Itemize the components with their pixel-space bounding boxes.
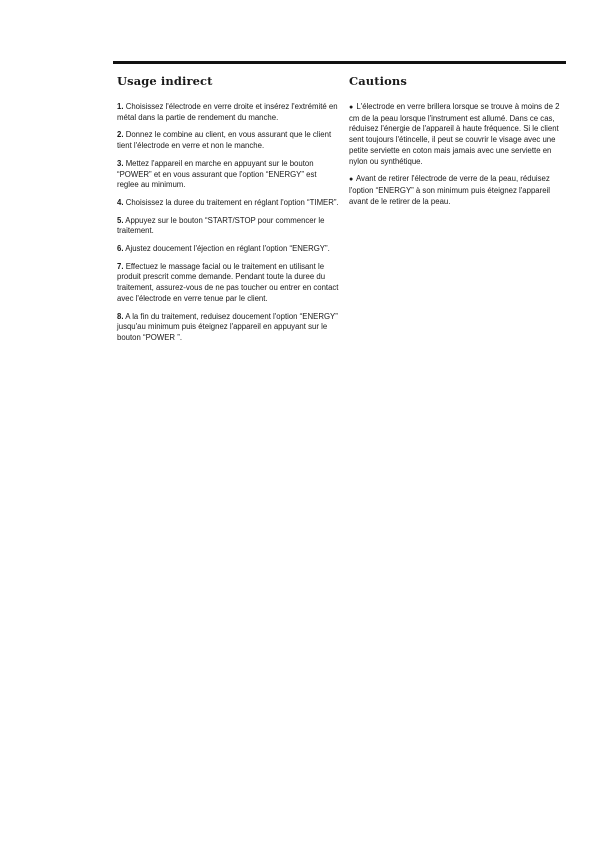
step-item	[117, 102, 339, 123]
step-text: Appuyez sur le bouton “START/STOP pour commencer le traitement.	[117, 215, 325, 236]
step-text: Choisissez la duree du traitement en réglant l'option “TIMER”.	[125, 197, 339, 207]
caution-text: Avant de retirer l'électrode de verre de la peau, réduisez l'option “ENERGY” à son minimum puis éteignez l'appareil avant de le retirer de la peau.	[349, 174, 551, 206]
step-item	[117, 159, 339, 191]
step-text: Effectuez le massage facial ou le traitement en utilisant le produit prescrit comme demande. Pendant toute la duree du traitement, assurez-vous de ne pas toucher ou entrer en contact avec l'électrode en verre tenue par le client.	[117, 261, 339, 303]
step-item	[117, 198, 339, 209]
caution-text: L'électrode en verre brillera lorsque se trouve à moins de 2 cm de la peau lorsque l'instrument est allumé. Dans ce cas, réduisez l'énergie de l'appareil à haute fréquence. Si le client sent toujours l'étincelle, il peut se couvrir le visage avec une petite serviette en coton mais jamais avec une serviette en nylon ou synthétique.	[349, 102, 560, 166]
step-item	[117, 244, 339, 255]
bullet-icon: ●	[349, 104, 354, 111]
step-text: A la fin du traitement, reduisez doucement l'option “ENERGY” jusqu'au minimum puis éteignez l'appareil en appuyant sur le bouton “POWER ”.	[117, 311, 338, 342]
step-item	[117, 130, 339, 151]
step-text: Ajustez doucement l'éjection en réglant l'option “ENERGY”.	[125, 244, 330, 254]
usage-indirect-section	[117, 74, 339, 351]
step-number: 3.	[117, 158, 124, 168]
step-number: 7.	[117, 261, 124, 271]
step-number: 1.	[117, 102, 124, 111]
cautions-heading: Cautions	[349, 74, 407, 88]
caution-item	[349, 174, 567, 207]
step-number: 5.	[117, 215, 124, 225]
top-rule	[113, 61, 566, 64]
step-number: 4.	[117, 197, 124, 207]
step-number: 2.	[117, 130, 124, 140]
step-item	[117, 216, 339, 237]
step-number: 8.	[117, 311, 124, 321]
step-item	[117, 262, 339, 305]
step-text: Mettez l'appareil en marche en appuyant sur le bouton “POWER” et en vous assurant que l'option “ENERGY” est reglee au minimum.	[117, 158, 317, 190]
step-number: 6.	[117, 244, 124, 254]
caution-item	[349, 102, 567, 167]
step-text: Donnez le combine au client, en vous assurant que le client tient l'électrode en verre et non le manche.	[117, 130, 332, 151]
bullet-icon: ●	[349, 176, 354, 184]
usage-indirect-heading: Usage indirect	[117, 74, 213, 88]
step-text: Choisissez l'électrode en verre droite et insérez l'extrémité en métal dans la partie de rendement du manche.	[117, 102, 338, 122]
step-item	[117, 312, 339, 344]
cautions-section	[349, 74, 567, 214]
